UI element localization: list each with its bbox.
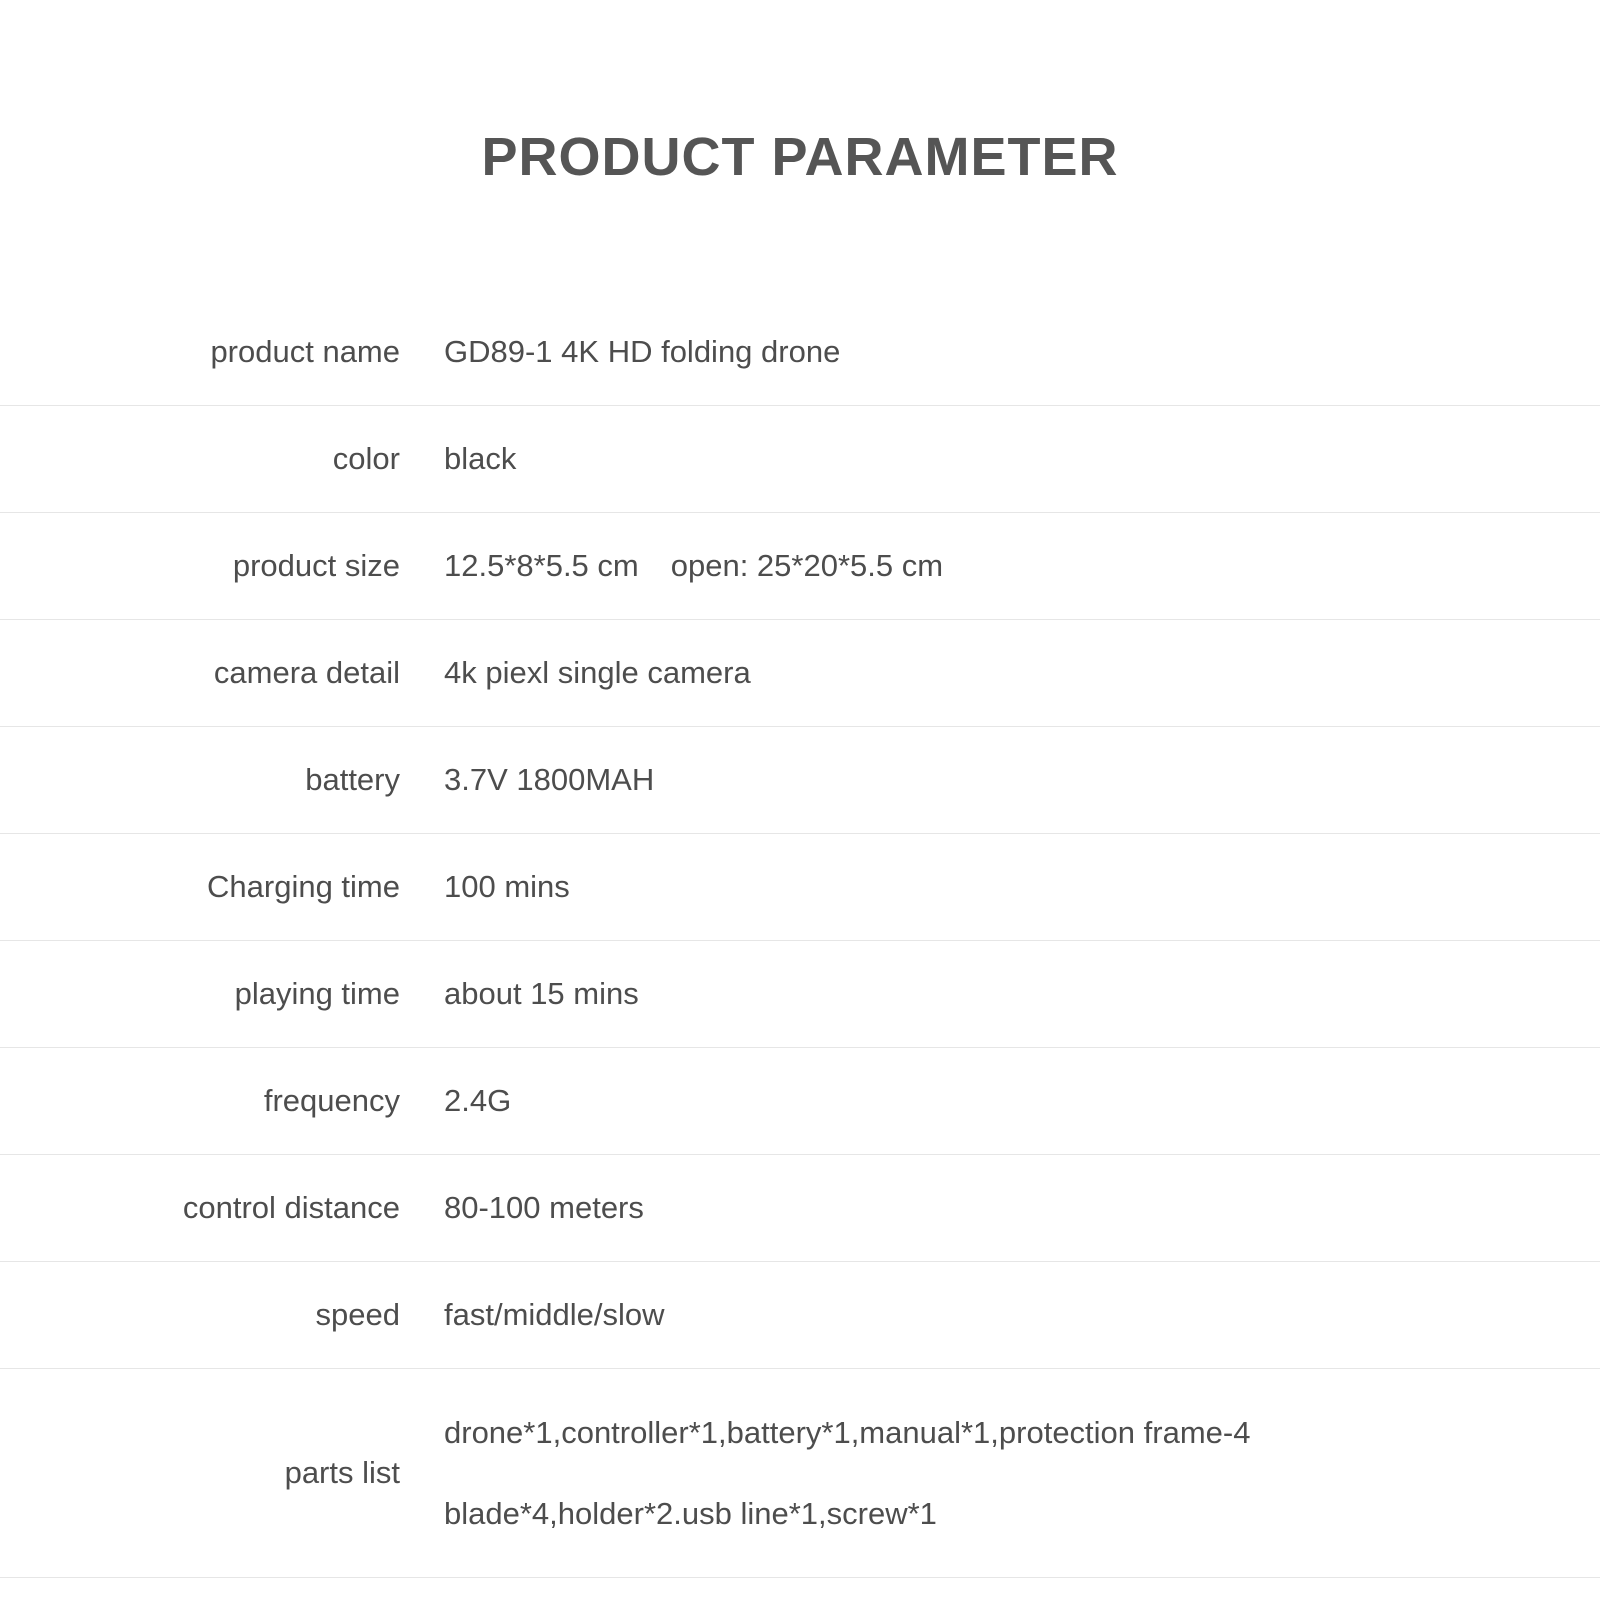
spec-label: product size (232, 548, 400, 584)
spec-label: Charging time (207, 869, 400, 905)
spec-value: 100 mins (444, 869, 570, 905)
spec-value-secondary: open: 25*20*5.5 cm (670, 548, 944, 584)
spec-label: playing time (234, 976, 400, 1012)
spec-value: 80-100 meters (444, 1190, 644, 1226)
table-row (0, 941, 1600, 1048)
page-title: PRODUCT PARAMETER (481, 127, 1119, 187)
spec-value: black (444, 441, 517, 477)
spec-value: GD89-1 4K HD folding drone (444, 334, 841, 370)
spec-value: about 15 mins (444, 976, 639, 1012)
table-row (0, 834, 1600, 941)
spec-label: color (332, 441, 400, 477)
spec-label: speed (315, 1297, 400, 1333)
table-row (0, 1155, 1600, 1262)
spec-label: camera detail (213, 655, 400, 691)
table-row (0, 1262, 1600, 1369)
specification-table (0, 299, 1600, 1578)
table-row (0, 1048, 1600, 1155)
spec-value: 3.7V 1800MAH (444, 762, 655, 798)
spec-label: product name (210, 334, 400, 370)
spec-label: frequency (263, 1083, 400, 1119)
spec-label: control distance (182, 1190, 400, 1226)
table-row (0, 1369, 1600, 1578)
spec-value (422, 513, 1600, 620)
table-row (0, 513, 1600, 620)
spec-label: battery (305, 762, 400, 798)
table-row (0, 406, 1600, 513)
spec-value-primary: drone*1,controller*1,battery*1,manual*1,protection frame-4 (444, 1414, 1251, 1450)
spec-value: 2.4G (444, 1083, 512, 1119)
spec-value-secondary: blade*4,holder*2.usb line*1,screw*1 (444, 1496, 937, 1532)
spec-value-primary: 12.5*8*5.5 cm (444, 548, 639, 584)
table-row (0, 727, 1600, 834)
table-row (0, 620, 1600, 727)
spec-value: 4k piexl single camera (444, 655, 751, 691)
spec-value: fast/middle/slow (444, 1297, 665, 1333)
table-row (0, 299, 1600, 406)
spec-value (422, 1369, 1600, 1578)
spec-label: parts list (284, 1455, 400, 1491)
